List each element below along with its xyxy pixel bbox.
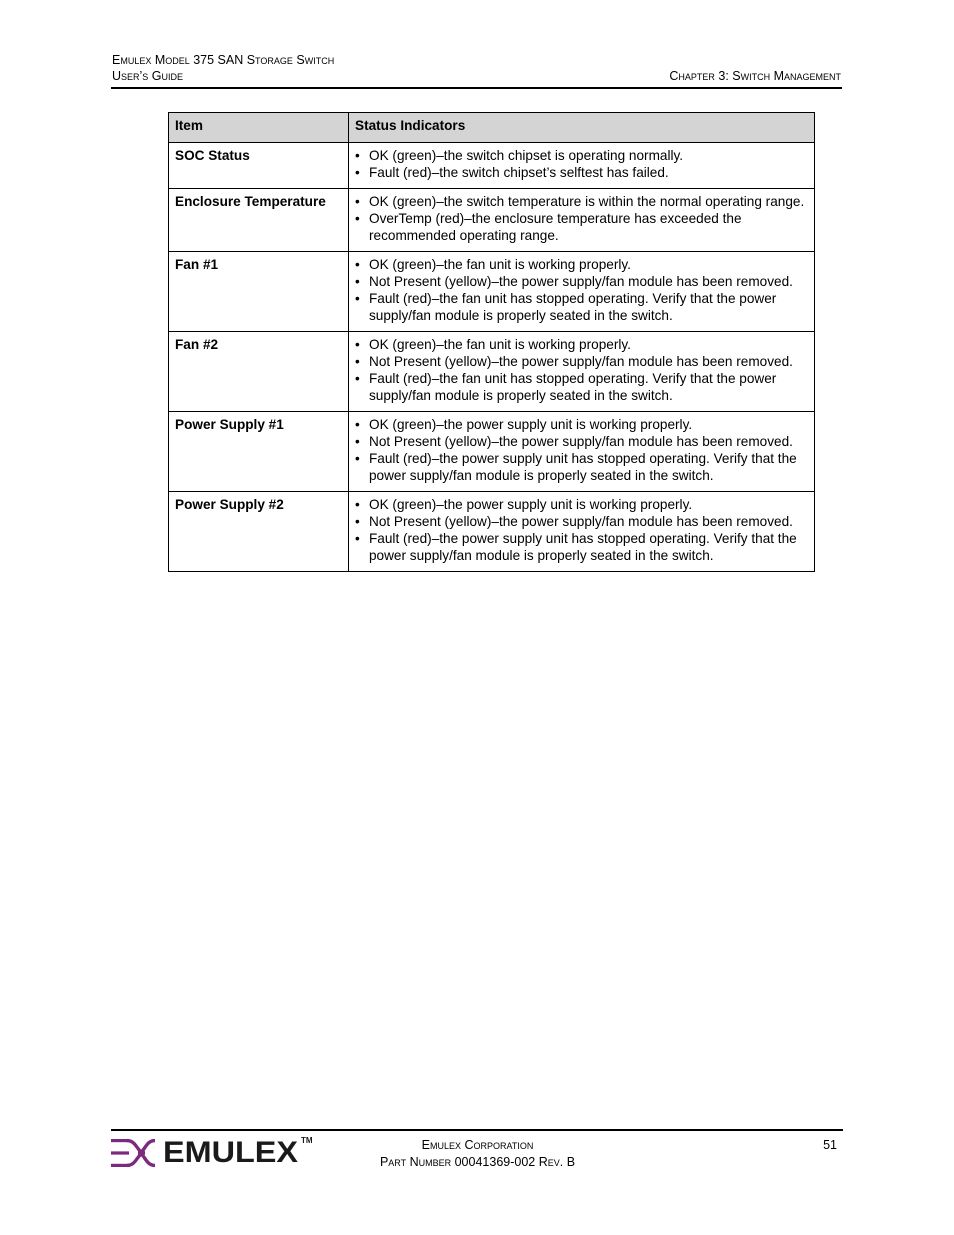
- status-indicators-cell: [349, 189, 815, 252]
- footer-center: [330, 1137, 625, 1171]
- logo-trademark: TM: [301, 1136, 313, 1145]
- indicator-item: • OverTemp (red)–the enclosure temperature has exceeded the recommended operating range.: [355, 210, 808, 244]
- indicator-item: • Not Present (yellow)–the power supply/fan module has been removed.: [355, 513, 808, 530]
- indicator-list: [355, 193, 808, 244]
- item-name: Fan #1: [169, 252, 349, 332]
- indicator-item: • OK (green)–the fan unit is working properly.: [355, 256, 808, 273]
- table-row: [169, 189, 815, 252]
- indicator-list: [355, 336, 808, 404]
- status-indicators-table: [168, 112, 815, 572]
- table-row: [169, 252, 815, 332]
- emulex-mark-icon: [111, 1136, 157, 1170]
- indicator-list: [355, 496, 808, 564]
- indicator-list: [355, 256, 808, 324]
- company-name: Emulex Corporation: [421, 1138, 534, 1152]
- indicator-item: • Fault (red)–the fan unit has stopped operating. Verify that the power supply/fan module is properly seated in the switch.: [355, 290, 808, 324]
- part-number: Part Number 00041369-002 Rev. B: [379, 1155, 576, 1169]
- status-indicators-cell: [349, 143, 815, 189]
- item-name: Enclosure Temperature: [169, 189, 349, 252]
- item-name: SOC Status: [169, 143, 349, 189]
- column-header-status: Status Indicators: [349, 113, 815, 143]
- status-indicators-cell: [349, 332, 815, 412]
- indicator-item: • OK (green)–the switch temperature is within the normal operating range.: [355, 193, 808, 210]
- emulex-logo: [111, 1136, 316, 1170]
- item-name: Power Supply #2: [169, 492, 349, 572]
- document-title: Emulex Model 375 SAN Storage Switch: [112, 53, 335, 67]
- indicator-item: • OK (green)–the fan unit is working properly.: [355, 336, 808, 353]
- indicator-item: • Fault (red)–the fan unit has stopped operating. Verify that the power supply/fan module is properly seated in the switch.: [355, 370, 808, 404]
- indicator-item: • OK (green)–the power supply unit is working properly.: [355, 416, 808, 433]
- table-header-row: [169, 113, 815, 143]
- table-row: [169, 332, 815, 412]
- indicator-item: • OK (green)–the switch chipset is operating normally.: [355, 147, 808, 164]
- indicator-list: [355, 416, 808, 484]
- document-subtitle: User’s Guide: [112, 69, 184, 83]
- table-row: [169, 492, 815, 572]
- status-indicators-cell: [349, 492, 815, 572]
- chapter-title: Chapter 3: Switch Management: [669, 69, 841, 83]
- status-indicators-cell: [349, 252, 815, 332]
- table-row: [169, 143, 815, 189]
- page-number: 51: [823, 1138, 837, 1152]
- indicator-item: • Not Present (yellow)–the power supply/fan module has been removed.: [355, 353, 808, 370]
- indicator-item: • Fault (red)–the power supply unit has stopped operating. Verify that the power supply/fan module is properly seated in the switch.: [355, 530, 808, 564]
- item-name: Power Supply #1: [169, 412, 349, 492]
- indicator-item: • Fault (red)–the switch chipset’s selftest has failed.: [355, 164, 808, 181]
- indicator-item: • Not Present (yellow)–the power supply/fan module has been removed.: [355, 433, 808, 450]
- logo-wordmark: EMULEX: [163, 1136, 299, 1169]
- footer-divider: [111, 1129, 843, 1131]
- column-header-item: Item: [169, 113, 349, 143]
- indicator-list: [355, 147, 808, 181]
- status-indicators-cell: [349, 412, 815, 492]
- indicator-item: • Not Present (yellow)–the power supply/fan module has been removed.: [355, 273, 808, 290]
- indicator-item: • Fault (red)–the power supply unit has stopped operating. Verify that the power supply/fan module is properly seated in the switch.: [355, 450, 808, 484]
- item-name: Fan #2: [169, 332, 349, 412]
- table-row: [169, 412, 815, 492]
- indicator-item: • OK (green)–the power supply unit is working properly.: [355, 496, 808, 513]
- header-divider: [111, 87, 842, 89]
- running-header-left: [112, 52, 334, 84]
